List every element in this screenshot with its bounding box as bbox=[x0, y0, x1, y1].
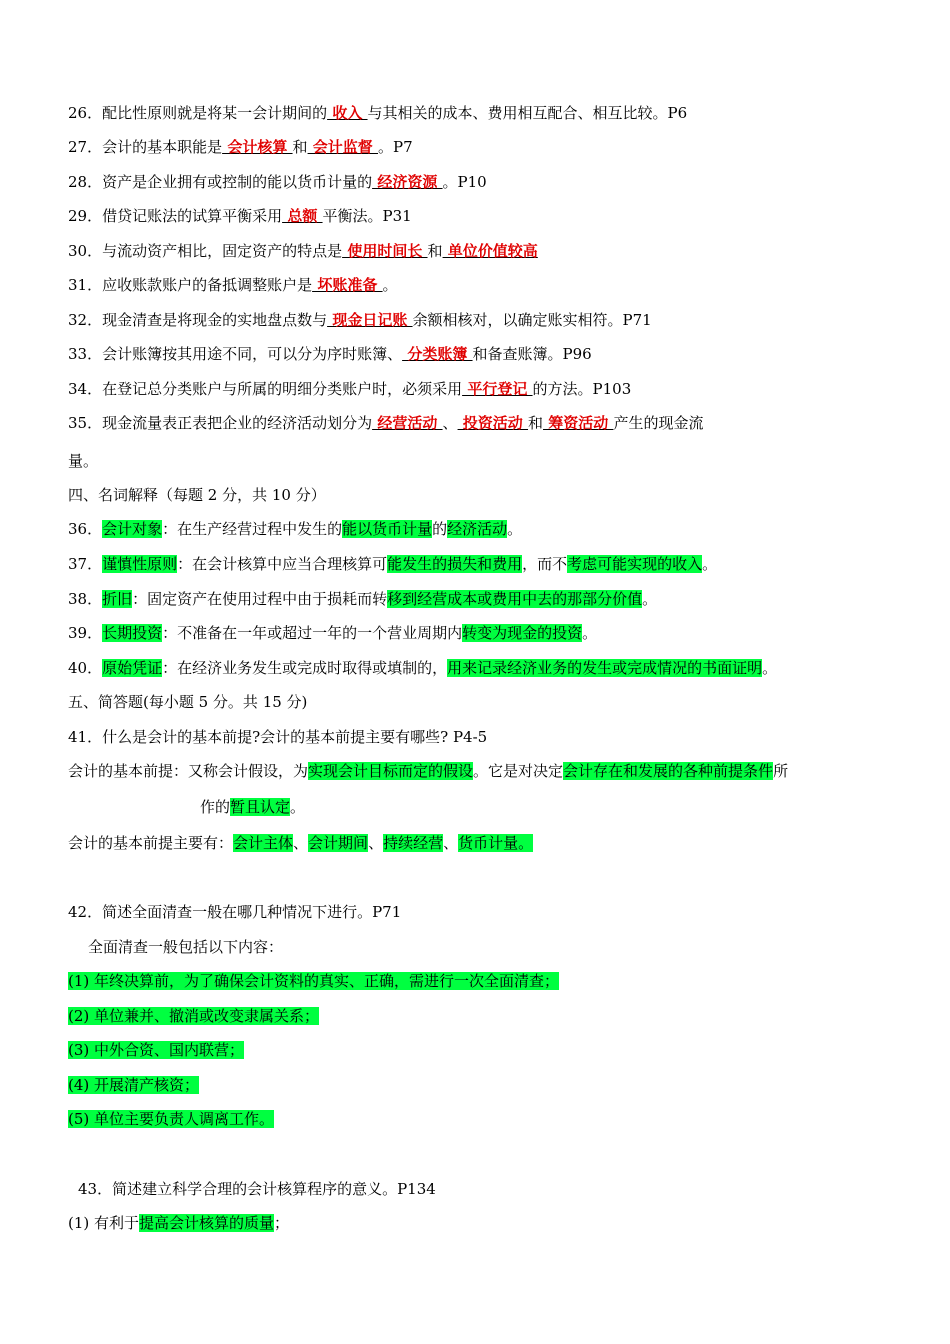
highlight: 货币计量。 bbox=[458, 834, 534, 852]
answer-blank: 使用时间长 bbox=[342, 242, 428, 260]
answer-text: 会计的基本前提主要有： bbox=[68, 834, 234, 852]
term-name: 谨慎性原则 bbox=[102, 555, 178, 573]
question-27 bbox=[68, 137, 413, 157]
section-title: 四、名词解释（每题 2 分，共 10 分） bbox=[68, 486, 326, 504]
highlight: 转变为现金的投资 bbox=[462, 624, 583, 642]
answer-text: 、 bbox=[293, 834, 309, 852]
highlight: 实现会计目标而定的假设 bbox=[308, 762, 474, 780]
answer-text: (1) 有利于 bbox=[68, 1214, 140, 1232]
question-text: 31．应收账款账户的备抵调整账户是 bbox=[68, 276, 313, 294]
answer-blank: 投资活动 bbox=[457, 414, 529, 432]
question-text: 35．现金流量表正表把企业的经济活动划分为 bbox=[68, 414, 373, 432]
question-35-continuation: 量。 bbox=[68, 452, 99, 470]
answer-blank: 平行登记 bbox=[462, 380, 533, 398]
question-text: 30．与流动资产相比，固定资产的特点是 bbox=[68, 242, 343, 260]
definition-text: ：在经济业务发生或完成时取得或填制的， bbox=[162, 659, 448, 677]
section-title: 五、简答题(每小题 5 分。共 15 分) bbox=[68, 693, 308, 711]
question-32 bbox=[68, 310, 652, 330]
list-item: (4) 开展清产核资； bbox=[68, 1076, 200, 1094]
answer-41-line-3 bbox=[68, 833, 533, 853]
highlight: 考虑可能实现的收入 bbox=[567, 555, 703, 573]
definition-text: 的 bbox=[432, 520, 448, 538]
question-43: 43．简述建立科学合理的会计核算程序的意义。P134 bbox=[78, 1180, 436, 1198]
term-number: 36． bbox=[68, 520, 103, 538]
question-text: 的方法。P103 bbox=[532, 380, 632, 398]
question-text: 33．会计账簿按其用途不同，可以分为序时账簿、 bbox=[68, 345, 403, 363]
answer-text: 会计的基本前提：又称会计假设，为 bbox=[68, 762, 309, 780]
answer-blank: 单位价值较高 bbox=[442, 242, 538, 260]
question-42: 42．简述全面清查一般在哪几种情况下进行。P71 bbox=[68, 903, 402, 921]
question-text: 和 bbox=[528, 414, 544, 432]
question-text: 、 bbox=[442, 414, 458, 432]
question-text: 产生的现金流 bbox=[613, 414, 704, 432]
question-text: 和 bbox=[292, 138, 308, 156]
answer-blank: 分类账簿 bbox=[402, 345, 473, 363]
answer-intro: 全面清查一般包括以下内容： bbox=[88, 938, 284, 956]
answer-text: 作的 bbox=[200, 798, 231, 816]
highlight: 会计期间 bbox=[308, 834, 369, 852]
highlight: 会计存在和发展的各种前提条件 bbox=[563, 762, 774, 780]
term-name: 长期投资 bbox=[102, 624, 163, 642]
definition-text: ：在会计核算中应当合理核算可 bbox=[177, 555, 388, 573]
highlight: 用来记录经济业务的发生或完成情况的书面证明 bbox=[447, 659, 763, 677]
definition-text: 。 bbox=[507, 520, 523, 538]
term-38 bbox=[68, 589, 657, 609]
question-text: 与其相关的成本、费用相互配合、相互比较。P6 bbox=[367, 104, 688, 122]
answer-text: 、 bbox=[443, 834, 459, 852]
highlight: 移到经营成本或费用中去的那部分价值 bbox=[387, 590, 643, 608]
question-text: 29．借贷记账法的试算平衡采用 bbox=[68, 207, 283, 225]
answer-43-item-1 bbox=[68, 1213, 289, 1233]
answer-blank: 经济资源 bbox=[372, 173, 443, 191]
question-text: 和备查账簿。P96 bbox=[472, 345, 592, 363]
question-text: 和 bbox=[427, 242, 443, 260]
question-text: 32．现金清查是将现金的实地盘点数与 bbox=[68, 311, 328, 329]
definition-text: ，而不 bbox=[522, 555, 568, 573]
highlight: 暂且认定 bbox=[230, 798, 291, 816]
list-item: (3) 中外合资、国内联营； bbox=[68, 1041, 245, 1059]
term-number: 38． bbox=[68, 590, 103, 608]
question-text: 平衡法。P31 bbox=[322, 207, 412, 225]
term-number: 37． bbox=[68, 555, 103, 573]
answer-blank: 坏账准备 bbox=[312, 276, 383, 294]
answer-blank: 收入 bbox=[327, 104, 368, 122]
question-30 bbox=[68, 241, 538, 261]
question-text: 26．配比性原则就是将某一会计期间的 bbox=[68, 104, 328, 122]
question-28 bbox=[68, 172, 487, 192]
highlight: 经济活动 bbox=[447, 520, 508, 538]
question-26 bbox=[68, 103, 687, 123]
answer-blank: 会计核算 bbox=[222, 138, 293, 156]
term-number: 40． bbox=[68, 659, 103, 677]
question-text: 28．资产是企业拥有或控制的能以货币计量的 bbox=[68, 173, 373, 191]
question-text: 。P7 bbox=[378, 138, 413, 156]
answer-blank: 总额 bbox=[282, 207, 323, 225]
highlight: 会计主体 bbox=[233, 834, 294, 852]
answer-41-line-1 bbox=[68, 761, 788, 781]
term-39 bbox=[68, 623, 597, 643]
answer-text: 所 bbox=[773, 762, 789, 780]
question-35 bbox=[68, 413, 704, 433]
answer-text: 。 bbox=[290, 798, 306, 816]
term-40 bbox=[68, 658, 777, 678]
term-name: 折旧 bbox=[102, 590, 133, 608]
definition-text: 。 bbox=[642, 590, 658, 608]
term-name: 会计对象 bbox=[102, 520, 163, 538]
definition-text: 。 bbox=[762, 659, 778, 677]
answer-blank: 会计监督 bbox=[307, 138, 379, 156]
highlight: 能发生的损失和费用 bbox=[387, 555, 523, 573]
question-text: 。P10 bbox=[442, 173, 487, 191]
question-41: 41．什么是会计的基本前提?会计的基本前提主要有哪些? P4-5 bbox=[68, 728, 488, 746]
term-37 bbox=[68, 554, 717, 574]
definition-text: ：在生产经营过程中发生的 bbox=[162, 520, 343, 538]
list-item: (1) 年终决算前，为了确保会计资料的真实、正确，需进行一次全面清查； bbox=[68, 972, 560, 990]
definition-text: 。 bbox=[702, 555, 718, 573]
definition-text: ：固定资产在使用过程中由于损耗而转 bbox=[132, 590, 388, 608]
answer-text: 。它是对决定 bbox=[473, 762, 564, 780]
definition-text: ：不准备在一年或超过一年的一个营业周期内 bbox=[162, 624, 463, 642]
term-number: 39． bbox=[68, 624, 103, 642]
list-item: (2) 单位兼并、撤消或改变隶属关系； bbox=[68, 1007, 320, 1025]
question-29 bbox=[68, 206, 412, 226]
term-36 bbox=[68, 519, 522, 539]
question-text: 。 bbox=[382, 276, 398, 294]
answer-41-line-2 bbox=[200, 797, 305, 817]
highlight: 提高会计核算的质量 bbox=[139, 1214, 275, 1232]
list-item: (5) 单位主要负责人调离工作。 bbox=[68, 1110, 275, 1128]
answer-blank: 筹资活动 bbox=[543, 414, 614, 432]
definition-text: 。 bbox=[582, 624, 598, 642]
question-34 bbox=[68, 379, 631, 399]
question-33 bbox=[68, 344, 592, 364]
question-text: 27．会计的基本职能是 bbox=[68, 138, 223, 156]
answer-blank: 经营活动 bbox=[372, 414, 443, 432]
highlight: 能以货币计量 bbox=[342, 520, 433, 538]
term-name: 原始凭证 bbox=[102, 659, 163, 677]
highlight: 持续经营 bbox=[383, 834, 444, 852]
question-text: 余额相核对，以确定账实相符。P71 bbox=[412, 311, 652, 329]
question-31 bbox=[68, 275, 398, 295]
question-text: 34．在登记总分类账户与所属的明细分类账户时，必须采用 bbox=[68, 380, 463, 398]
answer-blank: 现金日记账 bbox=[327, 311, 413, 329]
answer-text: ； bbox=[274, 1214, 290, 1232]
answer-text: 、 bbox=[368, 834, 384, 852]
